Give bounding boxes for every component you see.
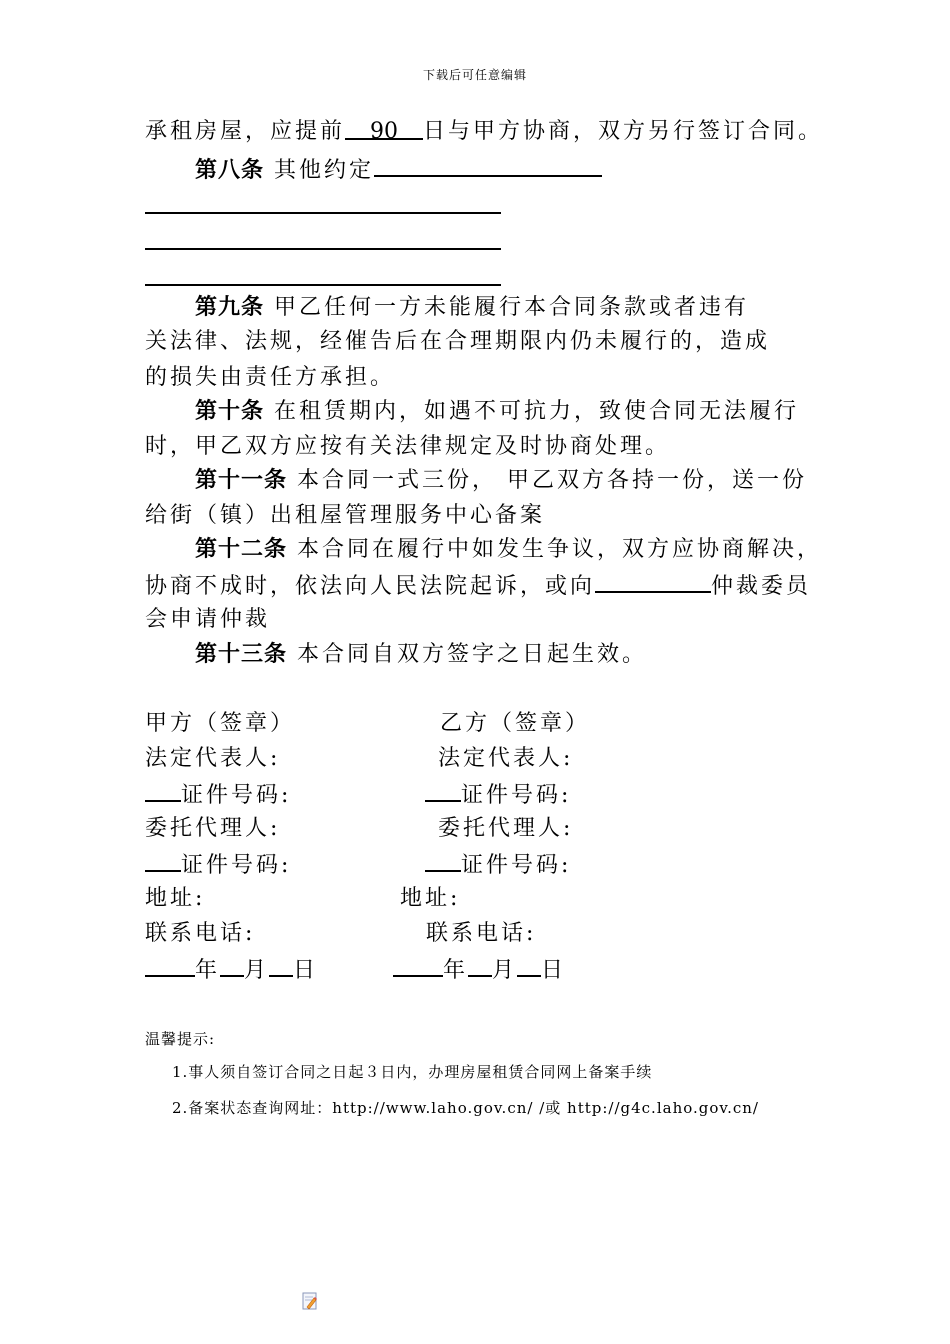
party-a-date — [145, 955, 318, 985]
party-b-year-label: 年 — [443, 958, 469, 983]
notice-days-value: 90 — [370, 119, 399, 144]
article-13-line — [195, 641, 647, 669]
party-b-month-blank — [468, 955, 492, 977]
party-a-year-blank — [145, 955, 195, 977]
party-a-id-1-blank — [145, 780, 181, 802]
blank-line-1 — [145, 212, 501, 214]
party-a-id-2-label: 证件号码: — [181, 853, 292, 878]
party-a-address: 地址: — [145, 886, 206, 911]
article-11-title: 第十一条 — [195, 468, 288, 493]
article-9-line-2: 关法律、法规，经催告后在合理期限内仍未履行的，造成 — [145, 329, 771, 354]
party-b-year-blank — [393, 955, 443, 977]
page-header: 下载后可任意编辑 — [422, 68, 527, 82]
notice-days — [345, 118, 423, 144]
article-12-text-1: 本合同在履行中如发生争议，双方应协商解决， — [297, 537, 823, 562]
article-9-line-3: 的损失由责任方承担。 — [145, 365, 396, 390]
notice-text-pre: 承租房屋，应提前 — [145, 119, 346, 144]
party-b-date — [393, 955, 566, 985]
article-11-text-1: 本合同一式三份， 甲乙双方各持一份，送一份 — [297, 468, 808, 493]
party-a-phone: 联系电话: — [145, 921, 256, 946]
party-a-id-1 — [145, 780, 291, 810]
party-b-id-2-label: 证件号码: — [461, 853, 572, 878]
party-a-rep: 法定代表人: — [145, 746, 281, 771]
article-9-line-1 — [195, 294, 749, 322]
party-b-id-2 — [425, 850, 571, 880]
article-12-title: 第十二条 — [195, 537, 288, 562]
article-11-line-1 — [195, 467, 807, 495]
party-a-id-1-label: 证件号码: — [181, 783, 292, 808]
party-a-year-label: 年 — [195, 958, 221, 983]
blank-line-3 — [145, 284, 501, 286]
party-b-agent: 委托代理人: — [438, 816, 574, 841]
party-a-day-label: 日 — [293, 958, 319, 983]
party-a-id-2-blank — [145, 850, 181, 872]
article-12-line-3: 会申请仲裁 — [145, 607, 271, 632]
article-12-line-1 — [195, 536, 822, 564]
article-10-title: 第十条 — [195, 399, 265, 424]
article-10-text-1: 在租赁期内，如遇不可抗力，致使合同无法履行 — [274, 399, 800, 424]
article-9-text-1: 甲乙任何一方未能履行本合同条款或者违有 — [274, 295, 750, 320]
party-b-rep: 法定代表人: — [438, 746, 574, 771]
notice-line — [145, 118, 823, 146]
party-b-seal: 乙方（签章） — [440, 711, 591, 736]
article-12-text-2-pre: 协商不成时，依法向人民法院起诉，或向 — [145, 574, 596, 599]
tips-title: 温馨提示: — [145, 1030, 216, 1048]
article-8-title: 第八条 — [195, 158, 265, 183]
party-b-day-blank — [517, 955, 541, 977]
article-13-text: 本合同自双方签字之日起生效。 — [297, 642, 648, 667]
article-13-title: 第十三条 — [195, 642, 288, 667]
party-a-agent: 委托代理人: — [145, 816, 281, 841]
party-a-id-2 — [145, 850, 291, 880]
party-b-id-1-blank — [425, 780, 461, 802]
party-b-id-1 — [425, 780, 571, 810]
article-12-text-2-post: 仲裁委员 — [711, 574, 812, 599]
notice-text-post: 日与甲方协商，双方另行签订合同。 — [423, 119, 824, 144]
party-a-seal: 甲方（签章） — [145, 711, 296, 736]
article-8-blank — [374, 155, 602, 177]
arbitration-blank — [595, 571, 711, 593]
party-b-month-label: 月 — [492, 958, 518, 983]
edit-document-icon — [302, 1292, 318, 1310]
article-9-title: 第九条 — [195, 295, 265, 320]
party-a-day-blank — [269, 955, 293, 977]
article-12-line-2 — [145, 571, 811, 601]
article-10-line-1 — [195, 398, 799, 426]
blank-line-2 — [145, 248, 501, 250]
party-b-id-2-blank — [425, 850, 461, 872]
tips-item-2: 2.备案状态查询网址：http://www.laho.gov.cn/ /或 http://g4c.laho.gov.cn/ — [172, 1099, 759, 1117]
party-a-month-blank — [220, 955, 244, 977]
party-b-address: 地址: — [400, 886, 461, 911]
party-b-phone: 联系电话: — [426, 921, 537, 946]
article-11-line-2: 给街（镇）出租屋管理服务中心备案 — [145, 503, 546, 528]
article-8-text: 其他约定 — [274, 158, 375, 183]
party-b-day-label: 日 — [541, 958, 567, 983]
tips-item-1: 1.事人须自签订合同之日起３日内，办理房屋租赁合同网上备案手续 — [172, 1063, 653, 1081]
article-10-line-2: 时，甲乙双方应按有关法律规定及时协商处理。 — [145, 434, 671, 459]
party-a-month-label: 月 — [244, 958, 270, 983]
party-b-id-1-label: 证件号码: — [461, 783, 572, 808]
article-8 — [195, 155, 602, 185]
